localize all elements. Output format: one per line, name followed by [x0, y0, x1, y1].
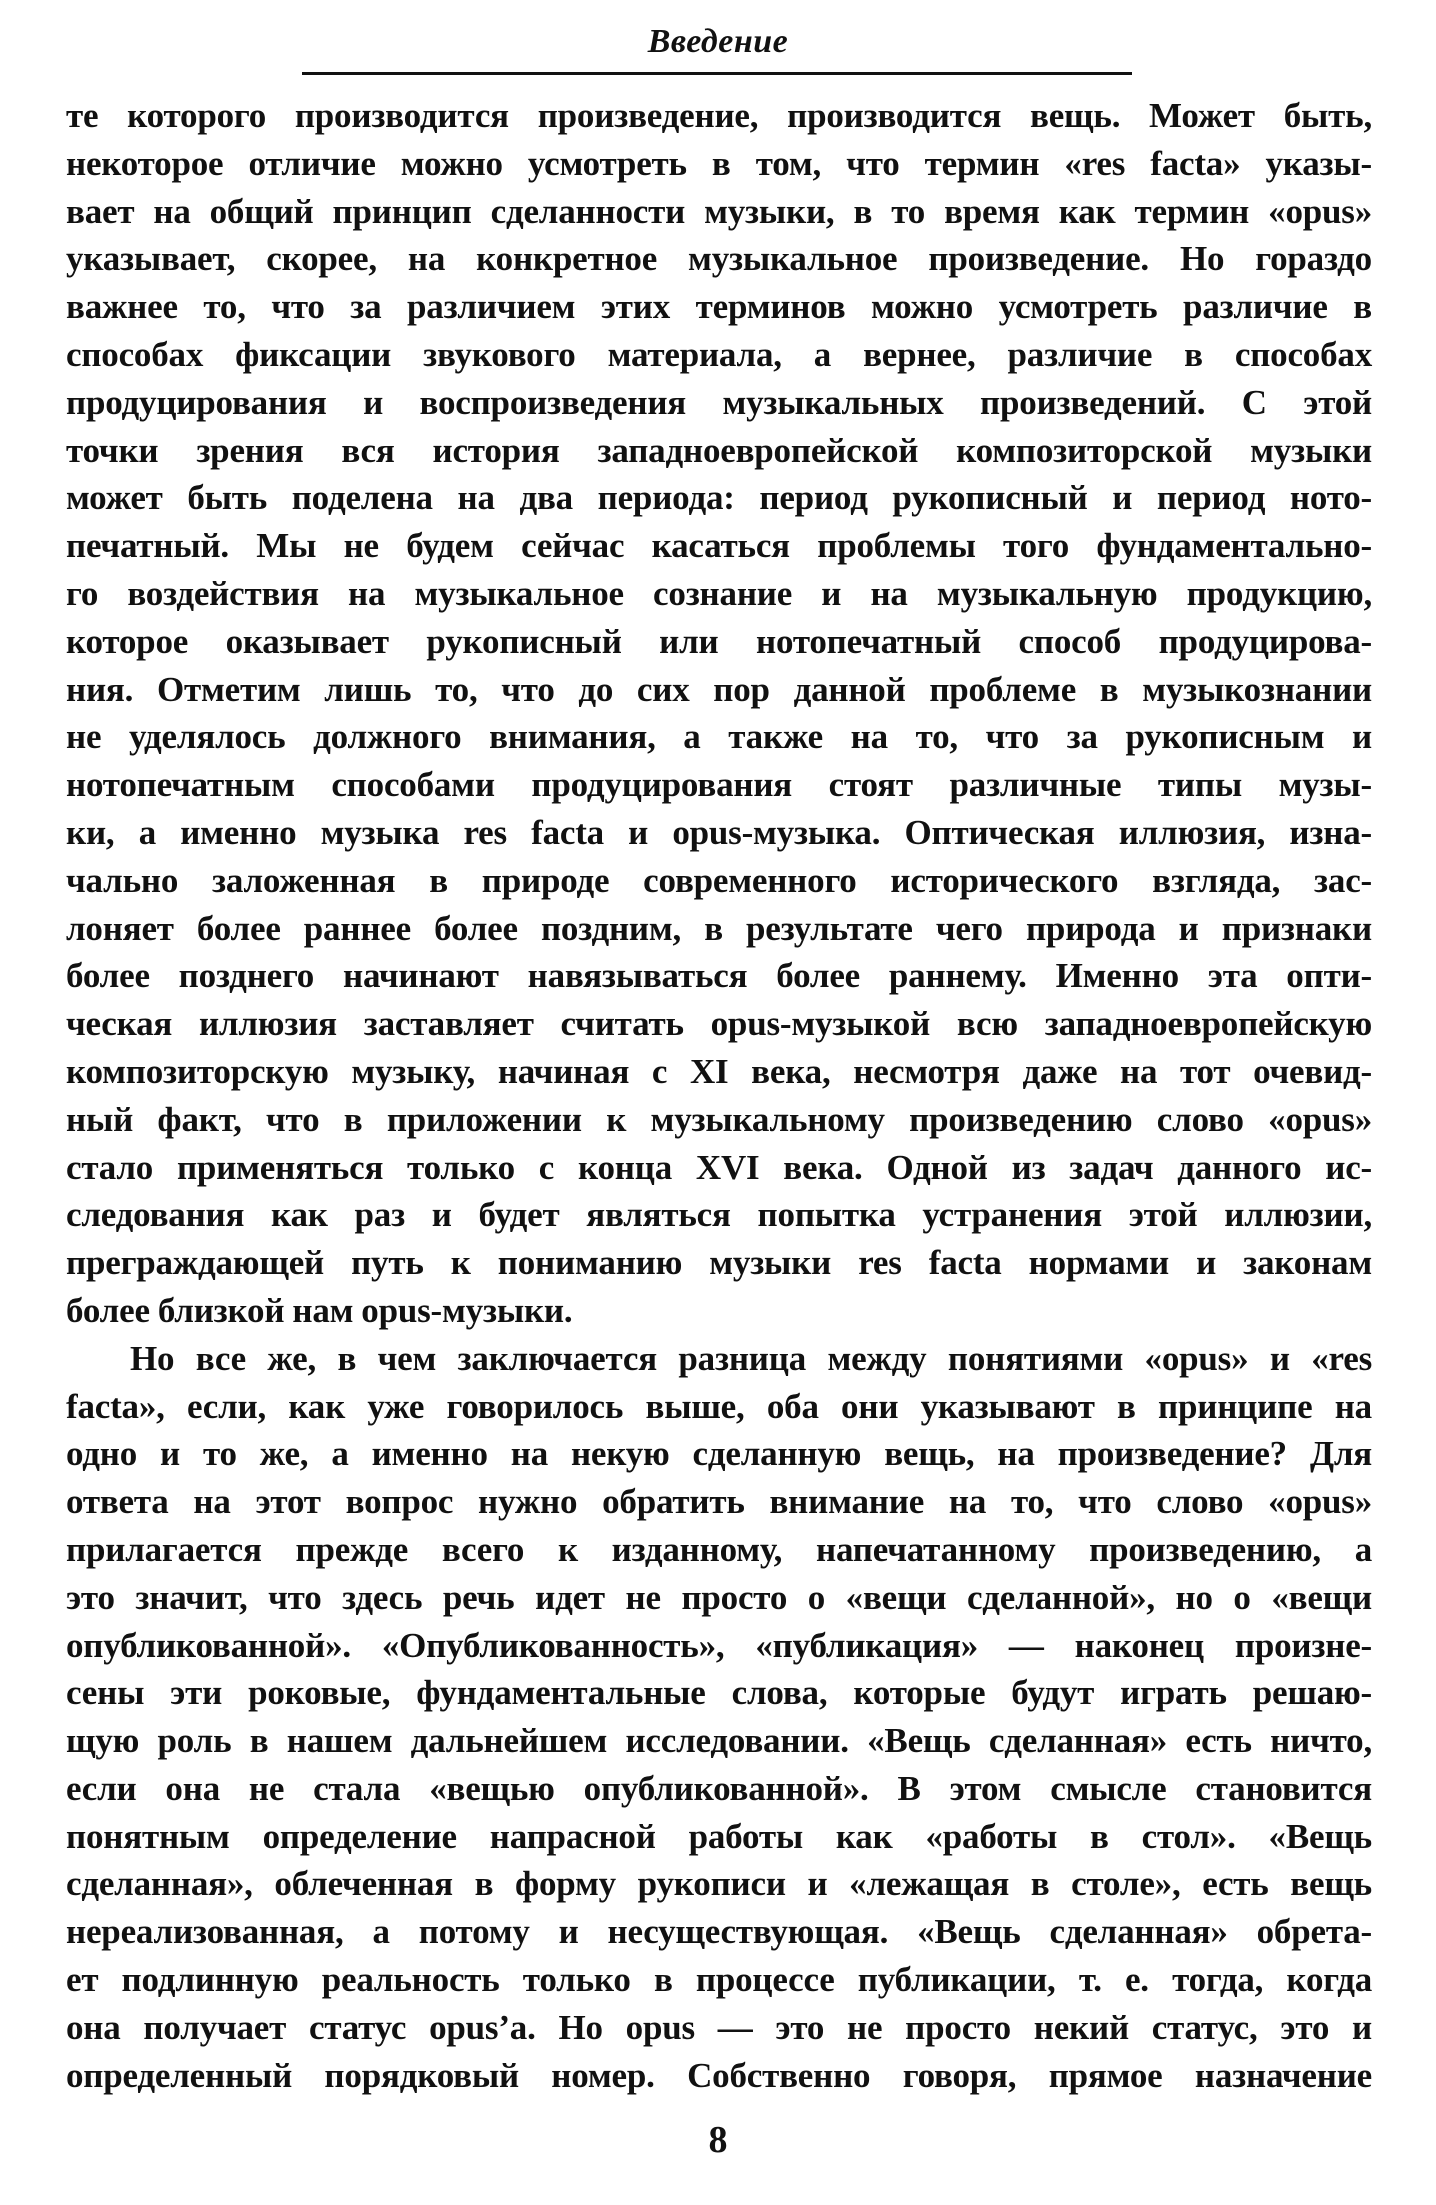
text-line: ния. Отметим лишь то, что до сих пор данной проблеме в музыкознании: [66, 669, 1372, 709]
text-line: нереализованная, а потому и несуществующая. «Вещь сделанная» обрета-: [66, 1912, 1372, 1952]
text-line: более близкой нам opus-музыки.: [66, 1290, 573, 1330]
text-line: нотопечатным способами продуцирования стоят различные типы музы-: [66, 765, 1372, 805]
body-text: [66, 92, 1372, 2099]
text-line: ный факт, что в приложении к музыкальному произведению слово «opus»: [66, 1099, 1372, 1139]
text-line: лоняет более раннее более поздним, в результате чего природа и признаки: [66, 908, 1372, 948]
text-line: прилагается прежде всего к изданному, напечатанному произведению, а: [66, 1529, 1372, 1569]
text-line: ческая иллюзия заставляет считать opus-музыкой всю западноевропейскую: [66, 1004, 1372, 1044]
text-line: сделанная», облеченная в форму рукописи и «лежащая в столе», есть вещь: [66, 1864, 1372, 1904]
text-line: преграждающей путь к пониманию музыки res facta нормами и законам: [66, 1243, 1372, 1283]
paragraph-2: [66, 1335, 1372, 2100]
text-line: более позднего начинают навязываться более раннему. Именно эта опти-: [66, 956, 1372, 996]
text-line: щую роль в нашем дальнейшем исследовании. «Вещь сделанная» есть ничто,: [66, 1721, 1372, 1761]
page-number: 8: [708, 2119, 728, 2161]
text-line: сены эти роковые, фундаментальные слова, которые будут играть решаю-: [66, 1673, 1372, 1713]
text-line: одно и то же, а именно на некую сделанную вещь, на произведение? Для: [66, 1434, 1372, 1474]
text-line: она получает статус opus’a. Но opus — это не просто некий статус, это и: [66, 2007, 1372, 2047]
text-line: точки зрения вся история западноевропейской композиторской музыки: [66, 430, 1372, 470]
text-line: это значит, что здесь речь идет не просто о «вещи сделанной», но о «вещи: [66, 1577, 1372, 1617]
text-line: не уделялось должного внимания, а также на то, что за рукописным и: [66, 717, 1372, 757]
text-line: чально заложенная в природе современного исторического взгляда, зас-: [66, 860, 1372, 900]
running-head: Введение: [647, 23, 789, 60]
text-line: вает на общий принцип сделанности музыки, в то время как термин «opus»: [66, 191, 1372, 231]
text-line: facta», если, как уже говорилось выше, оба они указывают в принципе на: [66, 1386, 1372, 1426]
header-rule: [302, 72, 1132, 75]
text-line: указывает, скорее, на конкретное музыкальное произведение. Но гораздо: [66, 239, 1372, 279]
text-line: если она не стала «вещью опубликованной». В этом смысле становится: [66, 1768, 1372, 1808]
text-line: продуцирования и воспроизведения музыкальных произведений. С этой: [66, 382, 1372, 422]
text-line: ответа на этот вопрос нужно обратить внимание на то, что слово «opus»: [66, 1482, 1372, 1522]
text-line: го воздействия на музыкальное сознание и на музыкальную продукцию,: [66, 573, 1372, 613]
text-line: ки, а именно музыка res facta и opus-музыка. Оптическая иллюзия, изна-: [66, 812, 1372, 852]
text-line: печатный. Мы не будем сейчас касаться проблемы того фундаментально-: [66, 526, 1372, 566]
text-line: может быть поделена на два периода: период рукописный и период ното-: [66, 478, 1372, 518]
text-line: опубликованной». «Опубликованность», «публикация» — наконец произне-: [66, 1625, 1372, 1665]
text-line: которое оказывает рукописный или нотопечатный способ продуцирова-: [66, 621, 1372, 661]
text-line: Но все же, в чем заключается разница между понятиями «opus» и «res: [130, 1338, 1372, 1378]
text-line: определенный порядковый номер. Собственно говоря, прямое назначение: [66, 2055, 1372, 2095]
text-line: понятным определение напрасной работы как «работы в стол». «Вещь: [66, 1816, 1372, 1856]
text-line: ет подлинную реальность только в процессе публикации, т. е. тогда, когда: [66, 1960, 1372, 2000]
text-line: композиторскую музыку, начиная с XI века, несмотря даже на тот очевид-: [66, 1051, 1372, 1091]
text-line: следования как раз и будет являться попытка устранения этой иллюзии,: [66, 1195, 1372, 1235]
text-line: те которого производится произведение, производится вещь. Может быть,: [66, 96, 1372, 135]
text-line: некоторое отличие можно усмотреть в том, что термин «res facta» указы-: [66, 143, 1372, 183]
text-line: стало применяться только с конца XVI века. Одной из задач данного ис-: [66, 1147, 1372, 1187]
paragraph-1: [66, 92, 1372, 1335]
text-line: важнее то, что за различием этих терминов можно усмотреть различие в: [66, 287, 1372, 327]
text-line: способах фиксации звукового материала, а вернее, различие в способах: [66, 334, 1372, 374]
